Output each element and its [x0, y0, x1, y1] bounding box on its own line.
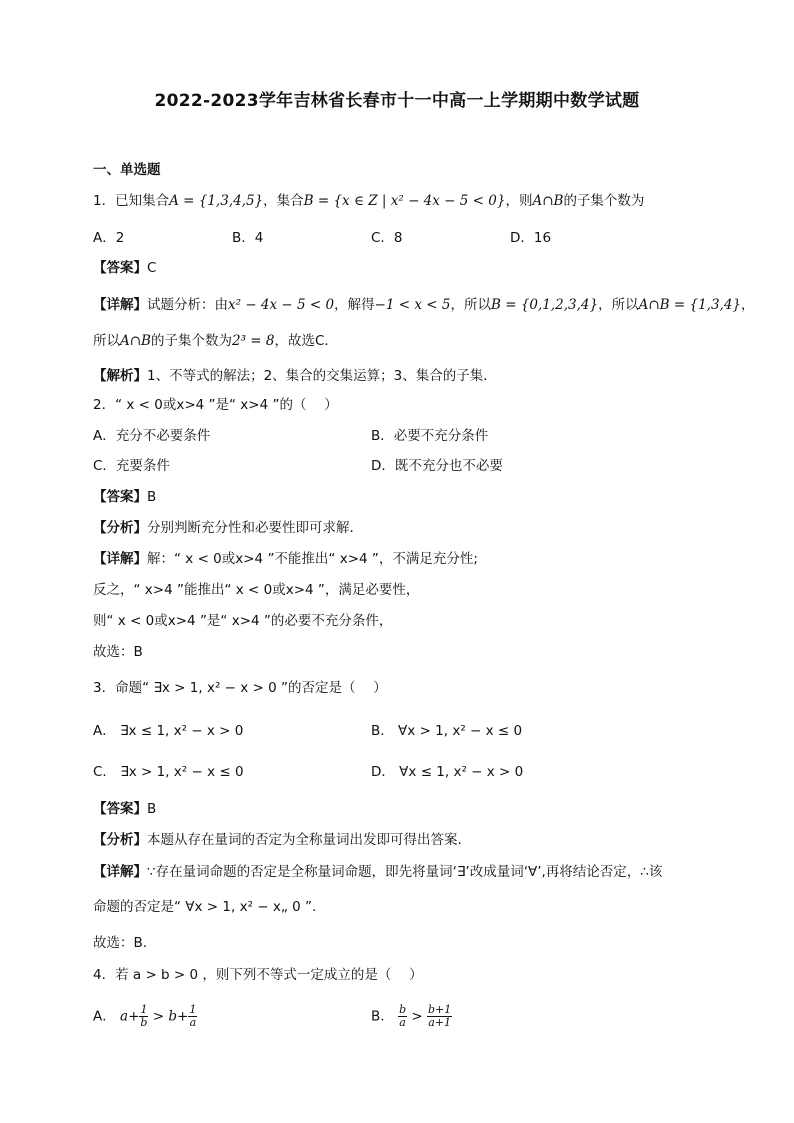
q2-option-b: B．必要不充分条件	[371, 428, 489, 444]
detail-text: ∵存在量词命题的否定是全称量词命题，即先将量词‘∃’改成量词‘∀’,再将结论否定，∴该	[147, 864, 663, 880]
q1-stem	[93, 191, 644, 211]
q2-detail-line-1	[93, 549, 478, 569]
q1-option-b: B．4	[232, 230, 264, 246]
q1-set-b: B = {x ∈ Z | x² − 4x − 5 < 0}	[303, 193, 506, 209]
fraction-b-over-a: $\frac{b}{a}$	[399, 1003, 407, 1029]
detail-text: ，	[741, 297, 755, 313]
q1-option-c: C．8	[371, 230, 403, 246]
q1-detail-line-2	[93, 331, 338, 351]
fraction-1-over-b: $\frac{1}{b}$	[140, 1003, 148, 1029]
math-var: b	[168, 1008, 178, 1025]
detail-text: 的子集个数为	[150, 333, 232, 349]
q1-option-d: D．16	[510, 230, 552, 246]
q2-analysis	[93, 518, 354, 538]
option-label: B．	[371, 1008, 394, 1025]
detail-math: B = {0,1,2,3,4}	[491, 297, 599, 313]
math-op: >	[148, 1008, 169, 1025]
detail-text: 解：“ x < 0或x>4 ”不能推出“ x>4 ”，不满足充分性;	[147, 551, 478, 567]
q1-stem-text: ，集合	[263, 193, 304, 209]
q2-stem: 2．“ x < 0或x>4 ”是“ x>4 ”的（ ）	[93, 397, 338, 413]
q3-answer	[93, 799, 156, 819]
analysis-tag: 【解析】	[93, 368, 147, 384]
detail-tag: 【详解】	[93, 297, 147, 313]
q1-detail-line-1	[93, 295, 755, 315]
q1-answer	[93, 258, 156, 278]
q2-detail-line-2: 反之，“ x>4 ”能推出“ x < 0或x>4 ”，满足必要性，	[93, 582, 420, 598]
math-op: +	[128, 1008, 140, 1025]
q1-intersection: A∩B	[532, 193, 564, 209]
q1-stem-text: 1．已知集合	[93, 193, 170, 209]
detail-text: 试题分析：由	[147, 297, 228, 313]
detail-tag: 【详解】	[93, 551, 147, 567]
q1-option-a: A．2	[93, 230, 125, 246]
analysis-text: 1、不等式的解法；2、集合的交集运算；3、集合的子集．	[147, 368, 497, 384]
detail-text: ，解得	[334, 297, 375, 313]
q2-option-a: A．充分不必要条件	[93, 428, 211, 444]
detail-text: ，所以	[450, 297, 491, 313]
math-var: a	[120, 1008, 129, 1025]
answer-value: B	[147, 489, 157, 505]
option-label: A．	[93, 1008, 116, 1025]
q4-option-b	[371, 1004, 452, 1029]
q1-set-a: A = {1,3,4,5}	[169, 193, 264, 209]
analysis-text: 本题从存在量词的否定为全称量词出发即可得出答案.	[147, 832, 462, 848]
q3-option-b: B． ∀x > 1, x² − x ≤ 0	[371, 723, 523, 739]
answer-tag: 【答案】	[93, 489, 147, 505]
detail-text: 所以	[93, 333, 120, 349]
q3-detail-line-1	[93, 862, 662, 882]
q4-stem: 4．若 a > b > 0 ，则下列不等式一定成立的是（ ）	[93, 967, 423, 983]
q2-option-c: C．充要条件	[93, 458, 170, 474]
analysis-text: 分别判断充分性和必要性即可求解.	[147, 520, 354, 536]
analysis-tag: 【分析】	[93, 832, 147, 848]
math-op: >	[407, 1008, 428, 1025]
detail-text: ，故选C．	[274, 333, 338, 349]
q2-answer	[93, 487, 156, 507]
fraction-1-over-a: $\frac{1}{a}$	[189, 1003, 197, 1029]
fraction-b1-over-a1: $\frac{b+1}{a+1}$	[428, 1003, 452, 1029]
detail-math: x² − 4x − 5 < 0	[228, 297, 335, 313]
q1-stem-text: 的子集个数为	[563, 193, 645, 209]
section-heading: 一、单选题	[93, 162, 161, 178]
detail-math: 2³ = 8	[231, 333, 275, 349]
q3-conclusion: 故选：B.	[93, 935, 148, 951]
answer-tag: 【答案】	[93, 801, 147, 817]
detail-tag: 【详解】	[93, 864, 147, 880]
q2-conclusion: 故选：B	[93, 644, 143, 660]
math-op: +	[177, 1008, 189, 1025]
q3-option-d: D． ∀x ≤ 1, x² − x > 0	[371, 764, 524, 780]
detail-math: −1 < x < 5	[374, 297, 451, 313]
q3-option-a: A． ∃x ≤ 1, x² − x > 0	[93, 723, 244, 739]
detail-math: A∩B = {1,3,4}	[638, 297, 742, 313]
detail-text: ，所以	[598, 297, 639, 313]
q3-option-c: C． ∃x > 1, x² − x ≤ 0	[93, 764, 244, 780]
q3-detail-line-2: 命题的否定是“ ∀x > 1, x² − x„ 0 ”.	[93, 899, 317, 915]
answer-value: C	[147, 260, 157, 276]
answer-value: B	[147, 801, 157, 817]
detail-math: A∩B	[120, 333, 151, 349]
q2-option-d: D．既不充分也不必要	[371, 458, 503, 474]
q1-analysis	[93, 366, 497, 386]
q3-analysis	[93, 830, 462, 850]
q4-option-a	[93, 1004, 197, 1029]
q3-stem: 3．命题“ ∃x > 1, x² − x > 0 ”的否定是（ ）	[93, 680, 387, 696]
analysis-tag: 【分析】	[93, 520, 147, 536]
q2-detail-line-3: 则“ x < 0或x>4 ”是“ x>4 ”的必要不充分条件，	[93, 613, 393, 629]
q1-stem-text: ，则	[505, 193, 533, 209]
page-title: 2022-2023学年吉林省长春市十一中高一上学期期中数学试题	[154, 91, 640, 111]
answer-tag: 【答案】	[93, 260, 147, 276]
